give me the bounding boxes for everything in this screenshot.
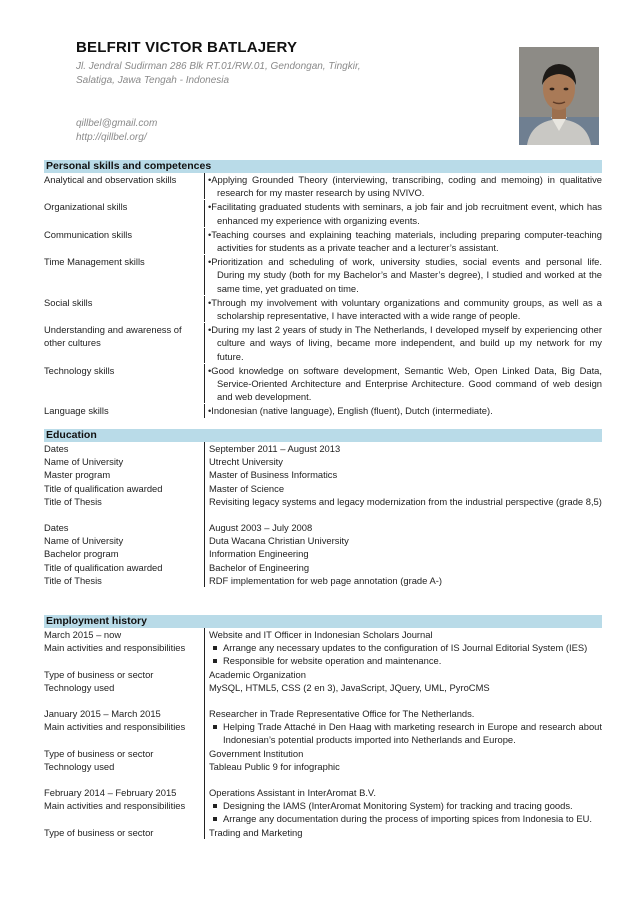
skill-row <box>44 404 602 417</box>
activity-item: Helping Trade Attaché in Den Haag with marketing research in Europe and research about Indonesian’s potential products imported into Netherlands and Europe. <box>209 720 602 746</box>
address-line-2: Salatiga, Jawa Tengah - Indonesia <box>76 75 230 86</box>
skill-value: •Indonesian (native language), English (fluent), Dutch (intermediate). <box>204 404 602 417</box>
job-row <box>44 826 602 839</box>
education-label: Master program <box>44 469 111 481</box>
skill-label: Technology skills <box>44 364 115 376</box>
skill-label: Time Management skills <box>44 256 145 268</box>
education-row <box>44 574 602 587</box>
activity-item: Designing the IAMS (InterAromat Monitoring System) for tracking and tracing goods. <box>209 799 602 812</box>
education-label: Name of University <box>44 456 124 468</box>
job-row <box>44 628 602 641</box>
skill-label: Communication skills <box>44 228 133 240</box>
employment-spacer <box>44 694 602 707</box>
skill-row <box>44 255 602 295</box>
job-row <box>44 707 602 720</box>
education-label: Name of University <box>44 535 124 547</box>
education-row <box>44 521 602 534</box>
education-value: RDF implementation for web page annotation (grade A-) <box>204 574 602 587</box>
education-value: Master of Business Informatics <box>204 468 602 481</box>
education-heading: Education <box>44 429 602 442</box>
job-label: Technology used <box>44 681 115 693</box>
address-line-1: Jl. Jendral Sudirman 286 Blk RT.01/RW.01, Gendongan, Tingkir, <box>76 61 361 72</box>
education-value: Master of Science <box>204 482 602 495</box>
education-row <box>44 455 602 468</box>
education-row <box>44 561 602 574</box>
skill-label: Understanding and awareness of other cultures <box>44 324 182 349</box>
education-label: Dates <box>44 522 69 534</box>
square-bullet-icon <box>213 646 217 650</box>
job-sector: Government Institution <box>204 747 602 760</box>
website-link[interactable]: http://qillbel.org/ <box>76 132 147 143</box>
job-label: Main activities and responsibilities <box>44 721 186 733</box>
education-value: Revisiting legacy systems and legacy modernization from the industrial perspective (grade 8,5) <box>204 495 602 508</box>
job-label: Technology used <box>44 760 115 772</box>
job-row <box>44 641 602 667</box>
skill-label: Social skills <box>44 296 93 308</box>
square-bullet-icon <box>213 725 217 729</box>
job-activities <box>204 799 602 825</box>
skills-section <box>44 160 602 418</box>
activity-item: Responsible for website operation and maintenance. <box>209 654 602 667</box>
education-label: Bachelor program <box>44 548 119 560</box>
skill-label: Analytical and observation skills <box>44 174 177 185</box>
education-value: Bachelor of Engineering <box>204 561 602 574</box>
education-value: Duta Wacana Christian University <box>204 534 602 547</box>
job-position: Operations Assistant in InterAromat B.V. <box>204 786 602 799</box>
education-row <box>44 495 602 508</box>
job-sector: Trading and Marketing <box>204 826 602 839</box>
skill-value: •During my last 2 years of study in The Netherlands, I developed myself by experiencing other culture and ways of living, became more independent, and build up my network for my future. <box>204 323 602 363</box>
education-spacer <box>44 508 602 521</box>
skill-label: Language skills <box>44 405 109 417</box>
skill-value: •Teaching courses and explaining teaching materials, including preparing computer-teaching activities for students as a private teacher and a lecturer’s assistant. <box>204 228 602 254</box>
skill-row <box>44 323 602 363</box>
square-bullet-icon <box>213 817 217 821</box>
skill-label: Organizational skills <box>44 201 128 213</box>
education-value: August 2003 – July 2008 <box>204 521 602 534</box>
square-bullet-icon <box>213 659 217 663</box>
education-value: Information Engineering <box>204 547 602 560</box>
activity-item: Arrange any necessary updates to the configuration of IS Journal Editorial System (IES) <box>209 641 602 654</box>
employment-spacer <box>44 773 602 786</box>
education-label: Title of qualification awarded <box>44 482 163 494</box>
skill-value: •Good knowledge on software development, Semantic Web, Open Linked Data, Big Data, Service-Oriented Architecture and Enterprise Architecture. Good command of web design and web development. <box>204 364 602 404</box>
employment-heading: Employment history <box>44 615 602 628</box>
contact-block <box>76 117 157 145</box>
education-row <box>44 482 602 495</box>
email-link[interactable]: qillbel@gmail.com <box>76 118 158 129</box>
spacer <box>44 694 204 707</box>
job-dates: January 2015 – March 2015 <box>44 708 161 720</box>
employment-section <box>44 615 602 839</box>
job-activities <box>204 641 602 667</box>
spacer <box>44 773 204 786</box>
skill-value: •Through my involvement with voluntary organizations and community groups, as well as a scholarship representative, I have interacted with a wide range of people. <box>204 296 602 322</box>
job-sector: Academic Organization <box>204 668 602 681</box>
education-row <box>44 468 602 481</box>
job-row <box>44 668 602 681</box>
skill-row <box>44 296 602 322</box>
education-label: Title of Thesis <box>44 574 102 586</box>
education-section <box>44 429 602 587</box>
spacer <box>44 508 204 521</box>
education-row <box>44 534 602 547</box>
job-row <box>44 747 602 760</box>
job-tech: MySQL, HTML5, CSS (2 en 3), JavaScript, JQuery, UML, PyroCMS <box>204 681 602 694</box>
skill-row <box>44 200 602 226</box>
square-bullet-icon <box>213 804 217 808</box>
job-dates: February 2014 – February 2015 <box>44 787 177 799</box>
education-label: Title of qualification awarded <box>44 561 163 573</box>
job-position: Researcher in Trade Representative Office for The Netherlands. <box>204 707 602 720</box>
job-row <box>44 799 602 825</box>
education-value: September 2011 – August 2013 <box>204 442 602 455</box>
job-label: Main activities and responsibilities <box>44 642 186 654</box>
skill-value: •Applying Grounded Theory (interviewing, transcribing, coding and memoing) in qualitative research for my master research by using NVIVO. <box>204 173 602 199</box>
education-row <box>44 442 602 455</box>
job-dates: March 2015 – now <box>44 629 122 640</box>
job-activities <box>204 720 602 746</box>
cv-name: BELFRIT VICTOR BATLAJERY <box>76 39 298 56</box>
skill-row <box>44 228 602 254</box>
skill-row <box>44 364 602 404</box>
job-label: Type of business or sector <box>44 747 154 759</box>
education-row <box>44 547 602 560</box>
job-row <box>44 681 602 694</box>
job-position: Website and IT Officer in Indonesian Scholars Journal <box>204 628 602 641</box>
spacer <box>204 694 602 707</box>
skill-row <box>44 173 602 199</box>
education-label: Dates <box>44 443 69 454</box>
job-row <box>44 760 602 773</box>
skill-value: •Prioritization and scheduling of work, university studies, social events and personal life. During my study (both for my Bachelor’s and Master’s degree), I studied and worked at the same time, yet graduated on time. <box>204 255 602 295</box>
spacer <box>204 773 602 786</box>
profile-photo <box>519 47 599 145</box>
education-value: Utrecht University <box>204 455 602 468</box>
activity-item: Arrange any documentation during the process of importing spices from Indonesia to EU. <box>209 812 602 825</box>
skills-heading: Personal skills and competences <box>44 160 602 173</box>
job-row <box>44 720 602 746</box>
job-label: Type of business or sector <box>44 668 154 680</box>
job-row <box>44 786 602 799</box>
job-label: Main activities and responsibilities <box>44 800 186 812</box>
address <box>76 60 396 88</box>
skill-value: •Facilitating graduated students with seminars, a job fair and job recruitment event, which has enhanced my experience with organizing events. <box>204 200 602 226</box>
education-label: Title of Thesis <box>44 495 102 507</box>
spacer <box>204 508 602 521</box>
job-label: Type of business or sector <box>44 826 154 838</box>
job-tech: Tableau Public 9 for infographic <box>204 760 602 773</box>
